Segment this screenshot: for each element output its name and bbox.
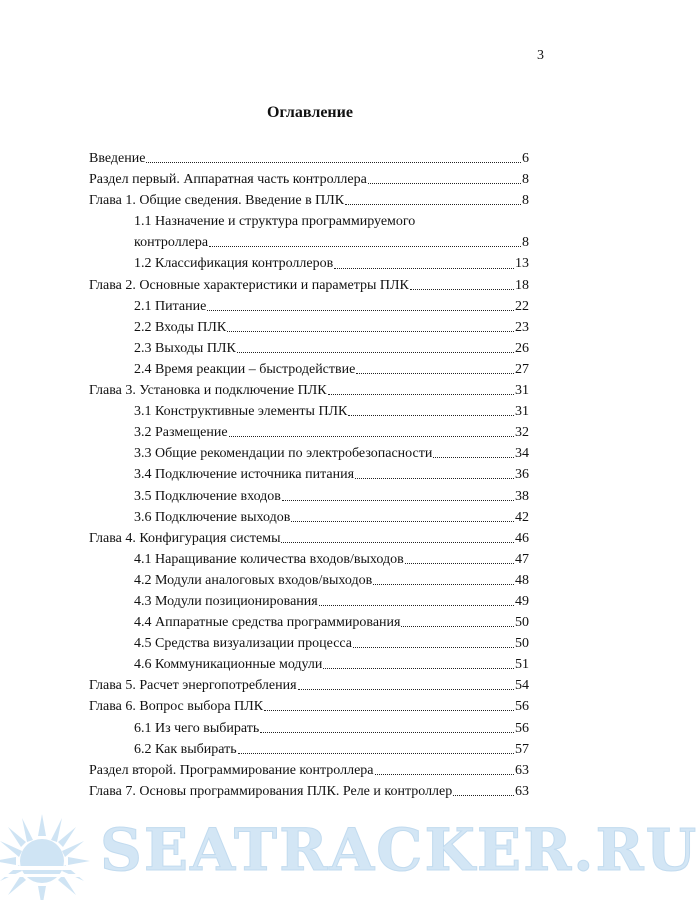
dot-leader [227,331,514,332]
toc-entry-label: 2.1 Питание [134,298,207,314]
toc-entry [89,148,529,169]
toc-entry [89,675,529,696]
toc-entry [89,401,529,422]
dot-leader [453,795,514,796]
toc-entry-label: 6.2 Как выбирать [134,741,237,757]
toc-entry-label: 1.1 Назначение и структура программируемого [134,214,416,230]
dot-leader [291,521,514,522]
toc-entry-label: Глава 7. Основы программирования ПЛК. Реле и контроллер [89,783,453,799]
toc-entry-page: 8 [522,193,529,209]
dot-leader [298,689,514,690]
toc-entry-page: 34 [515,446,529,462]
toc-entry-label: 3.5 Подключение входов [134,488,281,504]
toc-entry [89,211,529,253]
toc-entry-label: Введение [89,151,146,166]
toc-entry-label: 3.2 Размещение [134,425,228,441]
toc-entry-label: Глава 3. Установка и подключение ПЛК [89,383,327,399]
toc-entry-page: 49 [515,593,529,609]
toc-entry [89,338,529,359]
toc-entry-page: 56 [515,720,529,736]
toc-entry-label: Раздел первый. Аппаратная часть контроллера [89,172,367,188]
toc-entry-page: 50 [515,615,529,631]
toc-entry [89,507,529,528]
toc-entry-page: 63 [515,762,529,778]
toc-entry-label: 4.6 Коммуникационные модули [134,657,323,673]
toc-entry-page: 47 [515,551,529,567]
dot-leader [328,394,514,395]
toc-entry-label: Глава 6. Вопрос выбора ПЛК [89,699,264,715]
dot-leader [356,373,514,374]
toc-entry-page: 27 [515,361,529,377]
toc-entry [89,781,529,802]
toc-entry-page: 46 [515,530,529,546]
toc-entry [89,633,529,654]
toc-entry-label: 2.4 Время реакции – быстродействие [134,361,356,377]
dot-leader [237,352,514,353]
dot-leader [146,162,521,163]
dot-leader [355,478,514,479]
toc-entry-label: 4.1 Наращивание количества входов/выходов [134,551,404,567]
toc-entry-label: Глава 2. Основные характеристики и параметры ПЛК [89,277,409,293]
dot-leader [375,774,515,775]
toc-entry-label: Глава 1. Общие сведения. Введение в ПЛК [89,193,345,209]
toc-entry [89,760,529,781]
toc-entry-page: 8 [522,235,529,251]
dot-leader [433,457,514,458]
toc-entry [89,696,529,717]
dot-leader [405,563,514,564]
toc-entry [89,190,529,211]
toc-entry-page: 56 [515,699,529,715]
toc-entry [89,443,529,464]
toc-entry-page: 38 [515,488,529,504]
toc-entry-page: 8 [522,172,529,188]
toc-entry [89,549,529,570]
toc-entry-label: 2.2 Входы ПЛК [134,319,227,335]
toc-entry-page: 22 [515,298,529,314]
dot-leader [260,732,514,733]
toc-entry-label: 6.1 Из чего выбирать [134,720,260,736]
toc-entry-label: 4.2 Модули аналоговых входов/выходов [134,572,373,588]
toc-entry [89,464,529,485]
toc-entry-page: 18 [515,277,529,293]
toc-entry-label: 3.3 Общие рекомендации по электробезопасности [134,446,433,462]
toc-entry-label-continued: контроллера [134,235,209,251]
toc-entry-page: 13 [515,256,529,272]
toc-entry-label: 3.4 Подключение источника питания [134,467,355,483]
toc-entry-page: 57 [515,741,529,757]
toc-entry-label: Раздел второй. Программирование контроллера [89,762,374,778]
toc-entry [89,422,529,443]
dot-leader [281,542,514,543]
dot-leader [319,605,514,606]
toc-entry-page: 32 [515,425,529,441]
toc-entry-page: 42 [515,509,529,525]
toc-entry [89,486,529,507]
toc-entry-page: 51 [515,657,529,673]
toc-entry-page: 26 [515,340,529,356]
toc-entry [89,654,529,675]
dot-leader [282,500,514,501]
toc-entry-label: 2.3 Выходы ПЛК [134,340,236,356]
toc-entry-page: 31 [515,383,529,399]
page-number: 3 [537,48,544,63]
toc-entry-label: 4.3 Модули позиционирования [134,593,318,609]
toc-entry [89,169,529,190]
toc-entry-label: Глава 4. Конфигурация системы [89,530,281,546]
watermark-text: SEATRACKER.RU [100,816,698,884]
toc-entry-page: 50 [515,636,529,652]
toc-entry [89,317,529,338]
toc-entry-page: 31 [515,404,529,420]
toc-entry-page: 6 [522,151,529,166]
dot-leader [264,710,514,711]
page-title: Оглавление [267,104,353,121]
sun-burst-icon [0,814,90,900]
toc-entry [89,528,529,549]
dot-leader [348,415,514,416]
dot-leader [323,668,514,669]
toc-entry-label: Глава 5. Расчет энергопотребления [89,678,297,694]
toc-entry [89,359,529,380]
dot-leader [207,310,514,311]
dot-leader [334,268,514,269]
toc-entry [89,612,529,633]
dot-leader [353,647,514,648]
toc-entry [89,275,529,296]
dot-leader [410,289,514,290]
toc-entry [89,718,529,739]
toc-entry-label: 3.6 Подключение выходов [134,509,291,525]
toc-entry-label: 4.4 Аппаратные средства программирования [134,615,401,631]
toc-entry-page: 54 [515,678,529,694]
toc-entry [89,591,529,612]
toc-entry-label: 1.2 Классификация контроллеров [134,256,334,272]
dot-leader [373,584,514,585]
toc-entry [89,739,529,760]
toc-entry-label: 4.5 Средства визуализации процесса [134,636,353,652]
toc-entry [89,253,529,274]
toc-entry-page: 48 [515,572,529,588]
dot-leader [368,183,521,184]
dot-leader [229,436,514,437]
toc-entry [89,570,529,591]
toc-entry-page: 63 [515,783,529,799]
dot-leader [345,204,521,205]
table-of-contents [89,148,529,802]
toc-entry [89,296,529,317]
toc-entry-page: 23 [515,319,529,335]
toc-entry-page: 36 [515,467,529,483]
dot-leader [209,246,521,247]
dot-leader [238,753,514,754]
toc-entry-label: 3.1 Конструктивные элементы ПЛК [134,404,348,420]
dot-leader [401,626,514,627]
toc-entry [89,380,529,401]
